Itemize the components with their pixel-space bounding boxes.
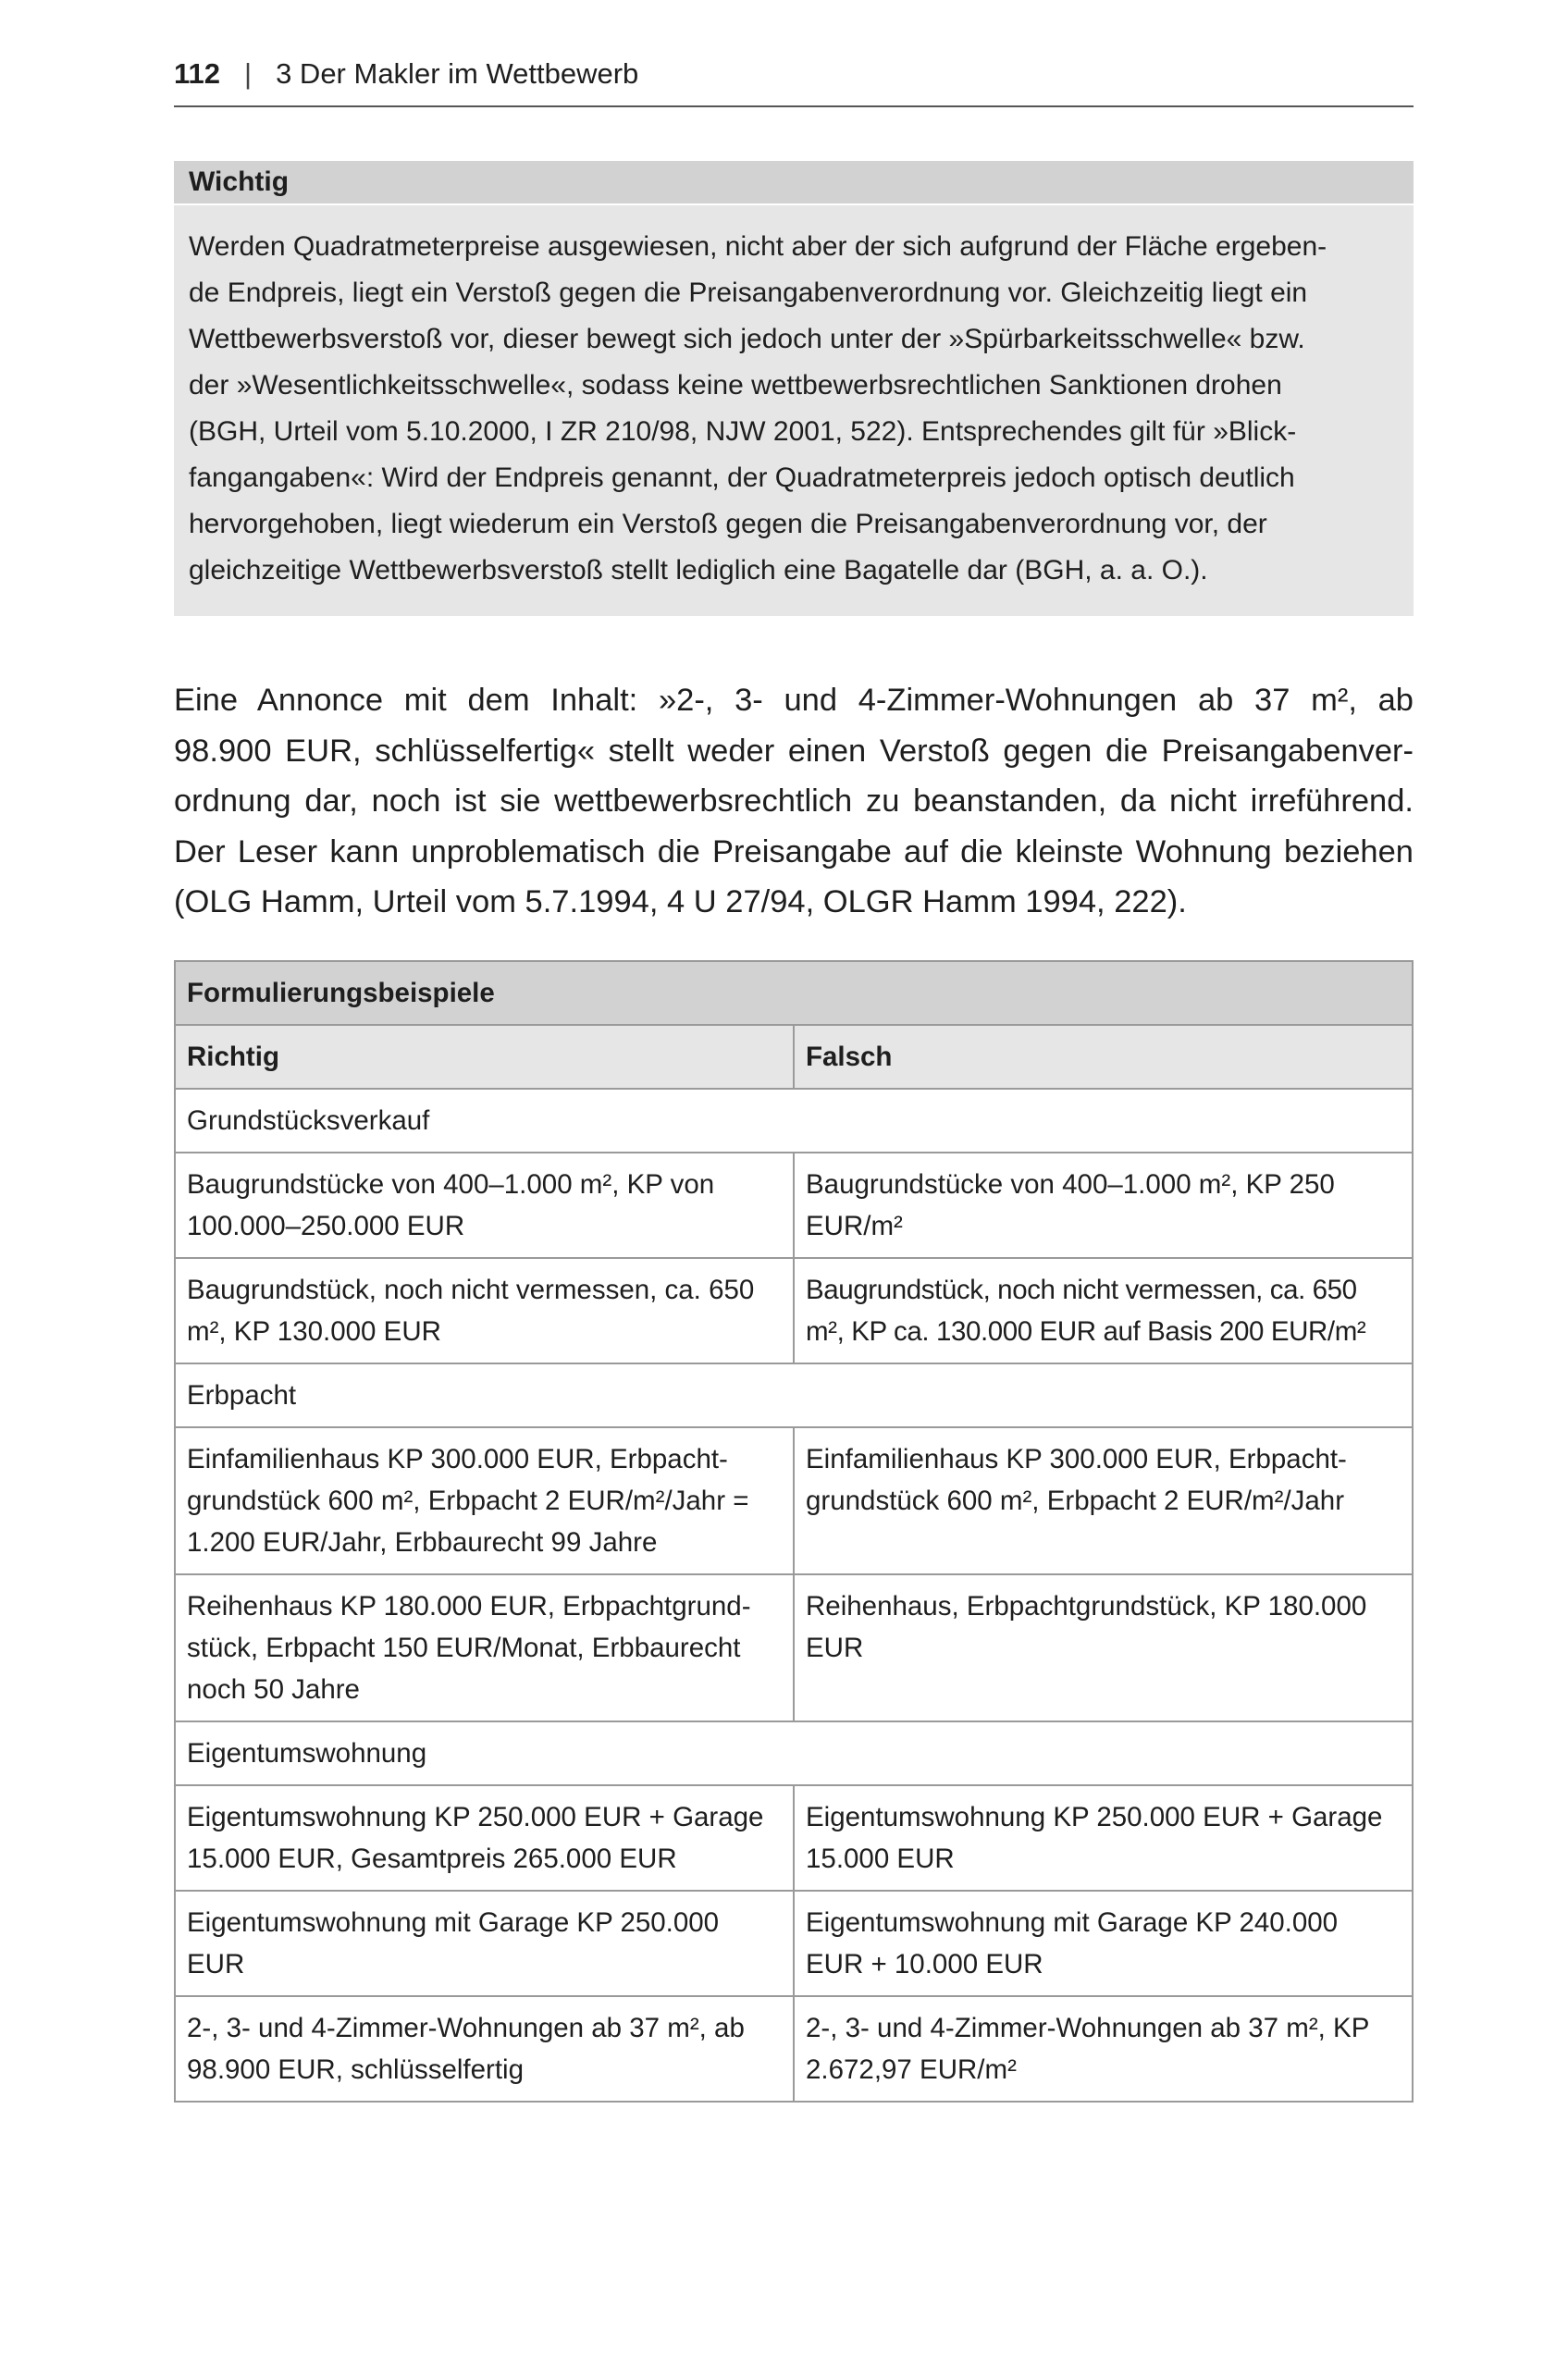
richtig-cell: Baugrundstücke von 400–1.000 m², KP von 100.000–250.000 EUR: [175, 1153, 794, 1258]
chapter-title: 3 Der Makler im Wettbewerb: [276, 57, 639, 90]
falsch-cell: Baugrundstück, noch nicht vermessen, ca. 650 m², KP ca. 130.000 EUR auf Basis 200 EUR/m²: [794, 1258, 1413, 1363]
examples-table: [174, 960, 1414, 2103]
column-header-falsch: Falsch: [794, 1025, 1413, 1089]
note-line: Werden Quadratmeterpreise ausgewiesen, nicht aber der sich aufgrund der Fläche ergeben-: [189, 231, 1327, 262]
body-paragraph: [174, 675, 1414, 928]
section-title: Grundstücksverkauf: [175, 1089, 1413, 1153]
richtig-cell: Reihenhaus KP 180.000 EUR, Erbpachtgrund- stück, Erbpacht 150 EUR/Monat, Erbbaurecht noch 50 Jahre: [175, 1574, 794, 1721]
note-body: [174, 205, 1414, 594]
table-caption: Formulierungsbeispiele: [175, 961, 1413, 1025]
important-note-box: [174, 161, 1414, 616]
note-line: hervorgehoben, liegt wiederum ein Verstoß gegen die Preisangabenverordnung vor, der: [189, 509, 1267, 539]
richtig-cell: Einfamilienhaus KP 300.000 EUR, Erbpacht- grundstück 600 m², Erbpacht 2 EUR/m²/Jahr = 1.200 EUR/Jahr, Erbbaurecht 99 Jahre: [175, 1427, 794, 1574]
falsch-cell: Baugrundstücke von 400–1.000 m², KP 250 EUR/m²: [794, 1153, 1413, 1258]
table-row: [175, 1153, 1413, 1258]
table-row: [175, 1258, 1413, 1363]
paragraph-line: Der Leser kann unproblematisch die Preisangabe auf die kleinste Wohnung beziehen: [174, 833, 1414, 870]
note-line: de Endpreis, liegt ein Verstoß gegen die Preisangabenverordnung vor. Gleichzeitig liegt ein: [189, 278, 1308, 308]
paragraph-line: (OLG Hamm, Urteil vom 5.7.1994, 4 U 27/94, OLGR Hamm 1994, 222).: [174, 884, 1187, 919]
note-line: (BGH, Urteil vom 5.10.2000, I ZR 210/98, NJW 2001, 522). Entsprechendes gilt für »Blick-: [189, 416, 1297, 447]
richtig-cell: Eigentumswohnung mit Garage KP 250.000 EUR: [175, 1891, 794, 1996]
paragraph-line: ordnung dar, noch ist sie wettbewerbsrechtlich zu beanstanden, da nicht irreführend.: [174, 783, 1414, 819]
falsch-cell: Eigentumswohnung mit Garage KP 240.000 EUR + 10.000 EUR: [794, 1891, 1413, 1996]
table-row: [175, 1996, 1413, 2102]
falsch-cell: Reihenhaus, Erbpachtgrundstück, KP 180.000 EUR: [794, 1574, 1413, 1721]
section-row: [175, 1089, 1413, 1153]
section-title: Erbpacht: [175, 1363, 1413, 1427]
note-line: Wettbewerbsverstoß vor, dieser bewegt sich jedoch unter der »Spürbarkeitsschwelle« bzw.: [189, 324, 1305, 354]
running-header: [174, 52, 1414, 107]
header-separator: |: [244, 57, 253, 90]
table-row: [175, 1427, 1413, 1574]
section-row: [175, 1363, 1413, 1427]
richtig-cell: Baugrundstück, noch nicht vermessen, ca. 650 m², KP 130.000 EUR: [175, 1258, 794, 1363]
column-header-richtig: Richtig: [175, 1025, 794, 1089]
table-caption-row: [175, 961, 1413, 1025]
section-title: Eigentumswohnung: [175, 1721, 1413, 1785]
falsch-cell: 2-, 3- und 4-Zimmer-Wohnungen ab 37 m², KP 2.672,97 EUR/m²: [794, 1996, 1413, 2102]
falsch-cell: Einfamilienhaus KP 300.000 EUR, Erbpacht- grundstück 600 m², Erbpacht 2 EUR/m²/Jahr: [794, 1427, 1413, 1574]
table-header-row: [175, 1025, 1413, 1089]
table-row: [175, 1785, 1413, 1891]
paragraph-line: Eine Annonce mit dem Inhalt: »2-, 3- und 4-Zimmer-Wohnungen ab 37 m², ab: [174, 683, 1414, 718]
note-line: gleichzeitige Wettbewerbsverstoß stellt lediglich eine Bagatelle dar (BGH, a. a. O.).: [189, 555, 1208, 586]
table-row: [175, 1891, 1413, 1996]
note-line: fangangaben«: Wird der Endpreis genannt, der Quadratmeterpreis jedoch optisch deutlich: [189, 462, 1295, 493]
richtig-cell: Eigentumswohnung KP 250.000 EUR + Garage 15.000 EUR, Gesamtpreis 265.000 EUR: [175, 1785, 794, 1891]
paragraph-line: 98.900 EUR, schlüsselfertig« stellt weder einen Verstoß gegen die Preisangabenver-: [174, 733, 1414, 769]
note-title: Wichtig: [174, 161, 1414, 205]
falsch-cell: Eigentumswohnung KP 250.000 EUR + Garage 15.000 EUR: [794, 1785, 1413, 1891]
note-line: der »Wesentlichkeitsschwelle«, sodass keine wettbewerbsrechtlichen Sanktionen drohen: [189, 370, 1282, 401]
page-number: 112: [174, 57, 221, 90]
section-row: [175, 1721, 1413, 1785]
table-row: [175, 1574, 1413, 1721]
richtig-cell: 2-, 3- und 4-Zimmer-Wohnungen ab 37 m², ab 98.900 EUR, schlüsselfertig: [175, 1996, 794, 2102]
